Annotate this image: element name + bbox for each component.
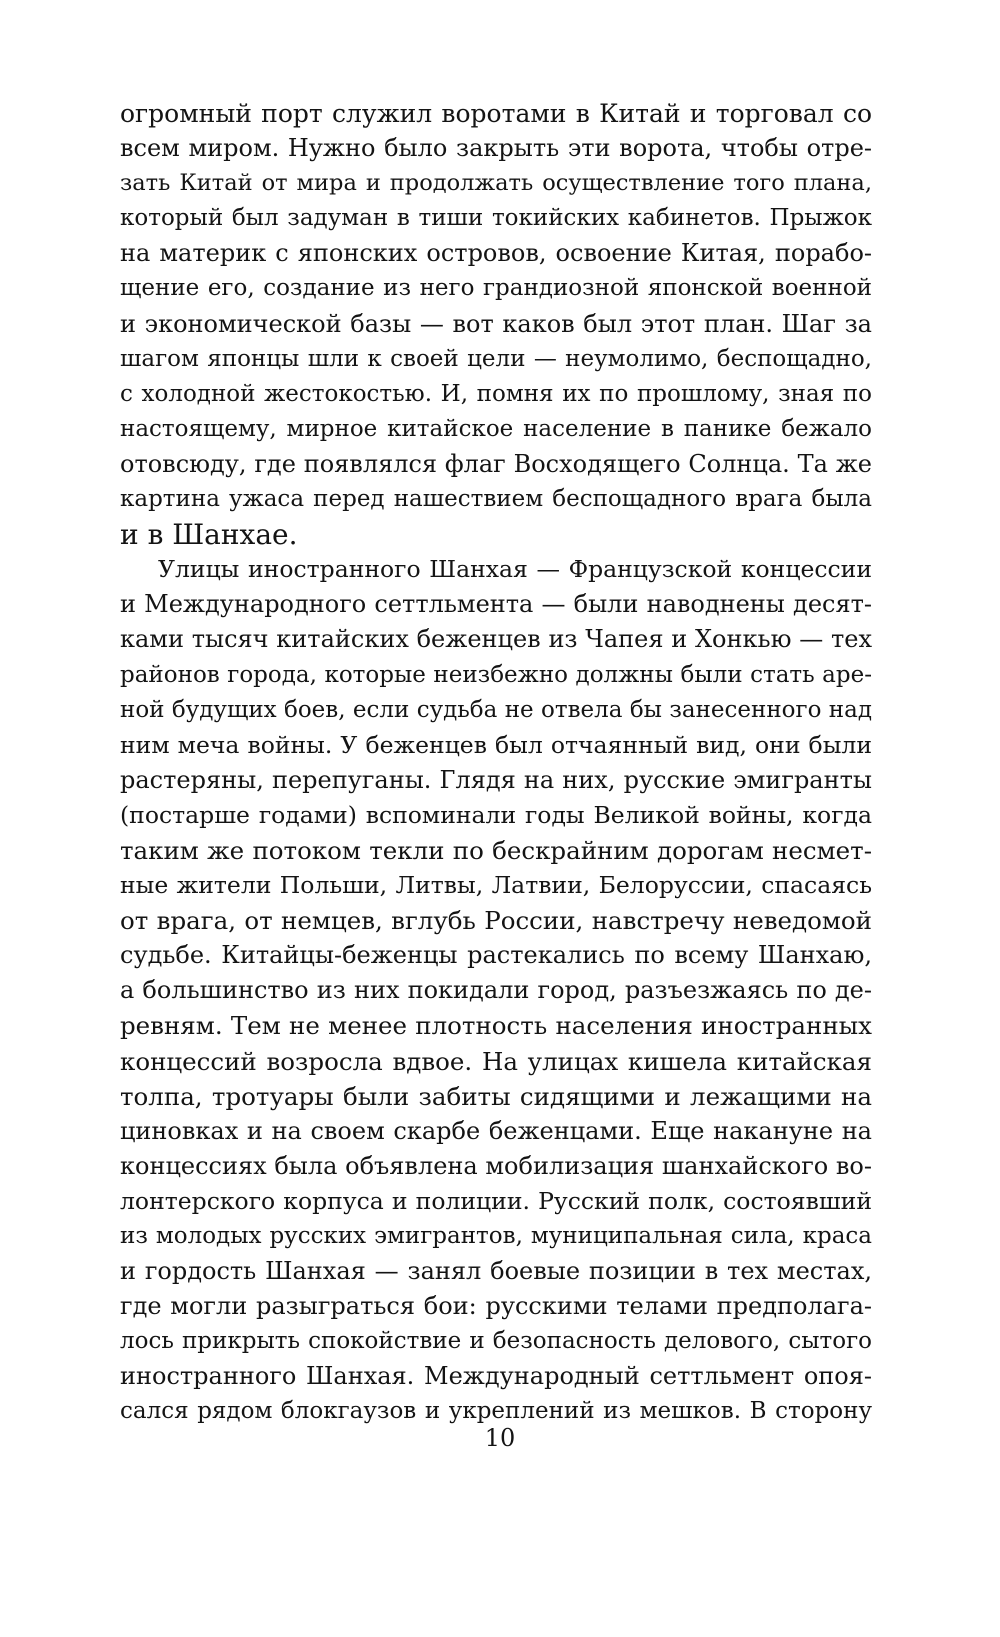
text-line: и экономической базы — вот каков был этот план. Шаг за (120, 309, 872, 338)
text-line: огромный порт служил воротами в Китай и торговал со (120, 99, 872, 128)
text-line: который был задуман в тиши токийских кабинетов. Прыжок (120, 205, 872, 232)
text-line: шагом японцы шли к своей цели — неумолимо, беспощадно, (120, 345, 872, 372)
text-line: и Международного сеттльмента — были наводнены десят- (120, 590, 872, 619)
text-line: лонтерского корпуса и полиции. Русский полк, состоявший (120, 1186, 872, 1215)
text-line: судьбе. Китайцы-беженцы растекались по всему Шанхаю, (120, 941, 872, 970)
text-line: толпа, тротуары были забиты сидящими и лежащими на (120, 1081, 872, 1111)
text-line: картина ужаса перед нашествием беспощадного врага была (120, 486, 872, 513)
text-line: концессий возросла вдвое. На улицах кишела китайская (120, 1046, 872, 1076)
text-line: где могли разыграться бои: русскими телами предполага- (120, 1292, 872, 1321)
text-line: ной будущих боев, если судьба не отвела бы занесенного над (120, 696, 872, 723)
text-line: из молодых русских эмигрантов, муниципальная сила, краса (120, 1223, 872, 1249)
text-line: отовсюду, где появлялся флаг Восходящего Солнца. Та же (120, 449, 872, 478)
paragraph-start-line: Улицы иностранного Шанхая — Французской концессии (158, 555, 872, 584)
text-line: сался рядом блокгаузов и укреплений из мешков. В сторону (120, 1398, 872, 1425)
text-line: районов города, которые неизбежно должны были стать аре- (120, 661, 872, 688)
text-line: зать Китай от мира и продолжать осуществление того плана, (120, 170, 872, 197)
text-line: щение его, создание из него грандиозной японской военной (120, 275, 872, 302)
text-line: с холодной жестокостью. И, помня их по прошлому, зная по (120, 380, 872, 407)
text-line: и гордость Шанхая — занял боевые позиции в тех местах, (120, 1257, 872, 1286)
text-line: и в Шанхае. (120, 518, 298, 552)
text-line: (постарше годами) вспоминали годы Великой войны, когда (120, 800, 872, 829)
text-line: иностранного Шанхая. Международный сеттльмент опоя- (120, 1362, 872, 1391)
text-line: на материк с японских островов, освоение Китая, порабо- (120, 239, 872, 268)
text-line: всем миром. Нужно было закрыть эти ворота, чтобы отре- (120, 134, 872, 163)
text-line: растеряны, перепуганы. Глядя на них, русские эмигранты (120, 765, 872, 794)
body-text (120, 96, 872, 1430)
text-line: циновках и на своем скарбе беженцами. Еще накануне на (120, 1116, 872, 1145)
text-line: ним меча войны. У беженцев был отчаянный вид, они были (120, 730, 872, 759)
page-number: 10 (484, 1424, 516, 1452)
text-line: лось прикрыть спокойствие и безопасность делового, сытого (120, 1328, 872, 1355)
text-line: от врага, от немцев, вглубь России, навстречу неведомой (120, 906, 872, 936)
text-line: концессиях была объявлена мобилизация шанхайского во- (120, 1151, 872, 1180)
text-line: ревням. Тем не менее плотность населения иностранных (120, 1011, 872, 1041)
text-line: таким же потоком текли по бескрайним дорогам несмет- (120, 835, 872, 865)
text-line: ками тысяч китайских беженцев из Чапея и Хонкью — тех (120, 625, 872, 654)
text-line: ные жители Польши, Литвы, Латвии, Белоруссии, спасаясь (120, 871, 872, 900)
text-line: настоящему, мирное китайское население в панике бежало (120, 415, 872, 442)
text-line: а большинство из них покидали город, разъезжаясь по де- (120, 976, 872, 1005)
